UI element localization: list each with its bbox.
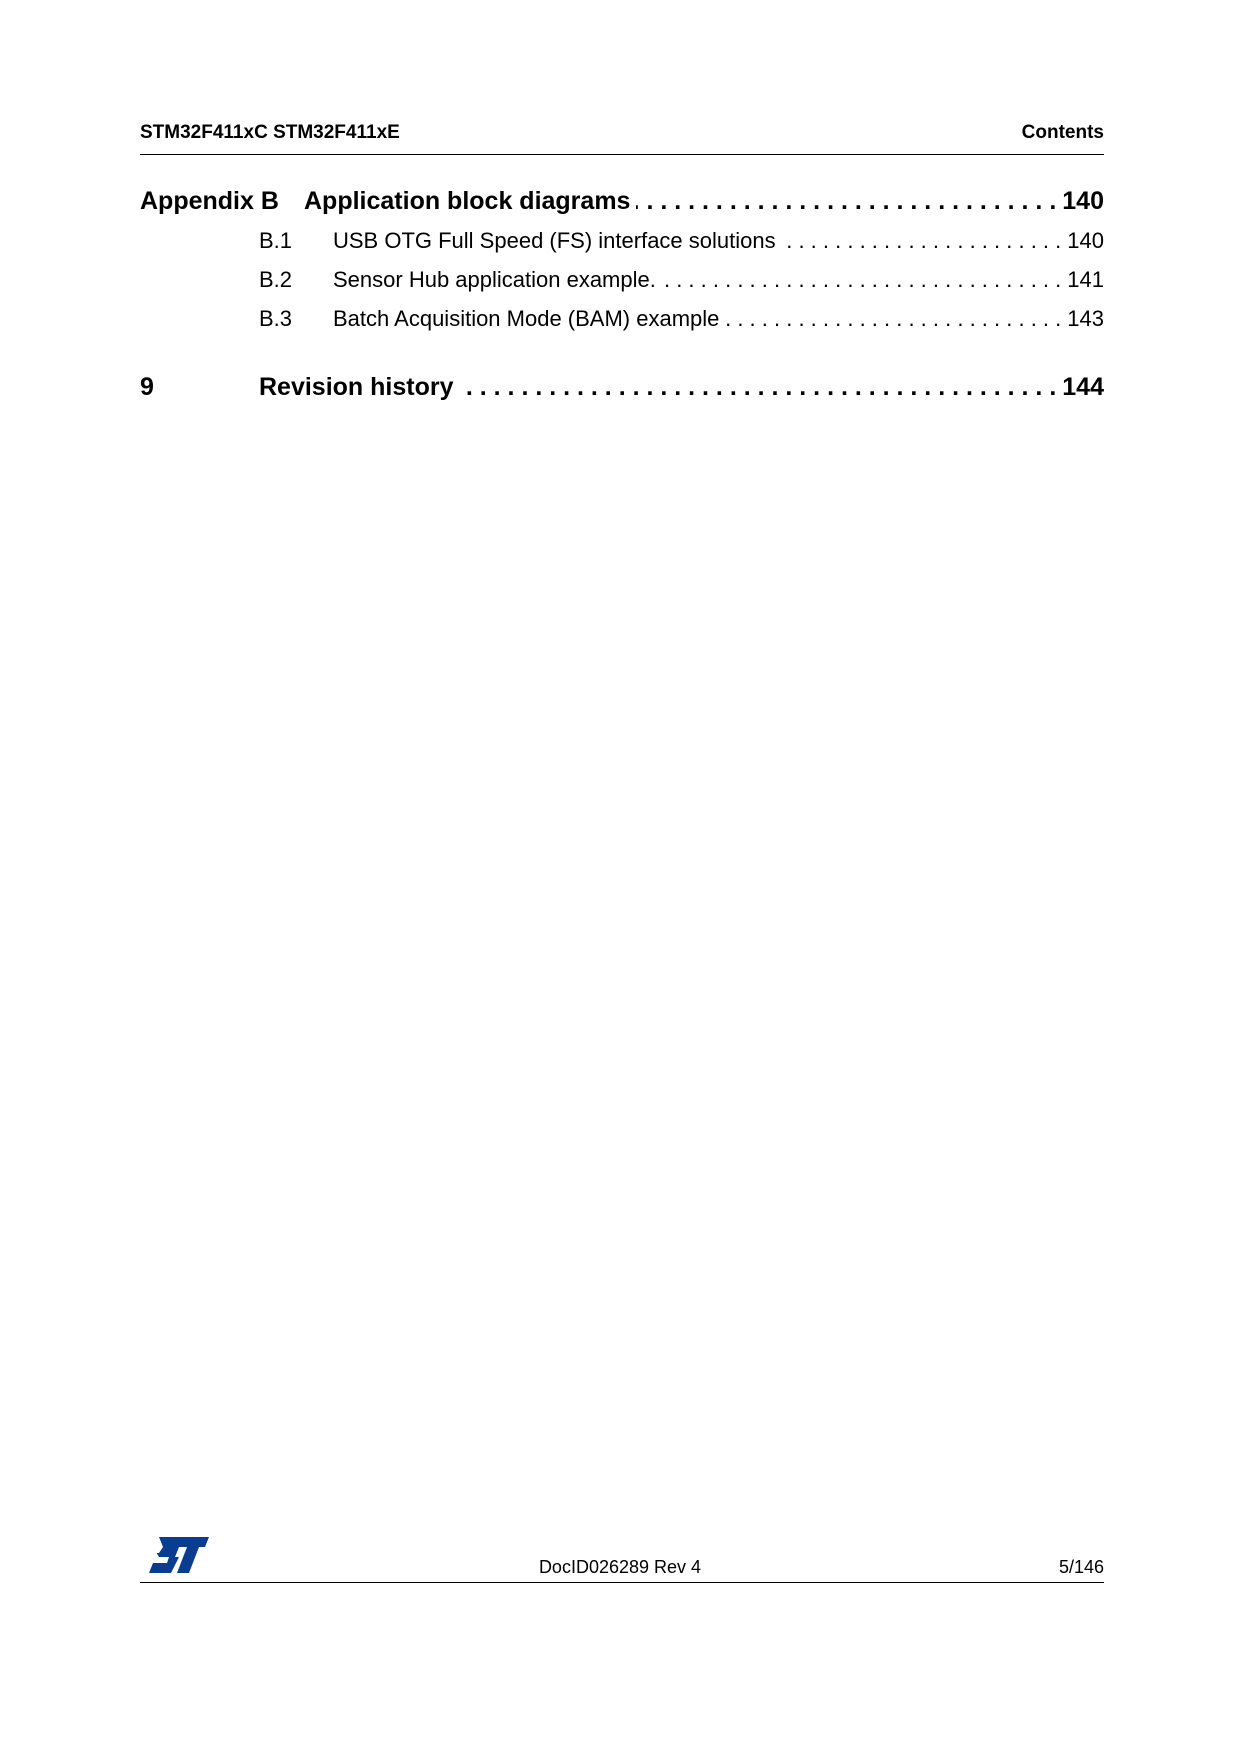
footer-document-id: DocID026289 Rev 4 (538, 1557, 702, 1577)
section-name: Contents (1021, 122, 1104, 143)
toc-leader-dots (636, 186, 1056, 216)
page-header (140, 121, 1104, 145)
toc-leader-dots (782, 227, 1062, 255)
toc-entry-number: Appendix B (140, 187, 279, 215)
toc-entry-b2[interactable] (140, 266, 1104, 294)
toc-leader-dots (725, 305, 1061, 333)
toc-leader-dots (460, 372, 1057, 402)
toc-entry-title: Sensor Hub application example. (333, 267, 656, 292)
toc-entry-number: 9 (140, 373, 154, 401)
header-rule (140, 154, 1104, 155)
document-title: STM32F411xC STM32F411xE (140, 122, 400, 143)
toc-entry-number: B.3 (259, 306, 293, 331)
toc-entry-b1[interactable] (140, 227, 1104, 255)
toc-entry-page: 141 (1067, 267, 1104, 292)
toc-entry-title: Revision history (259, 373, 454, 401)
toc-entry-appendix-b[interactable] (140, 186, 1104, 216)
toc-entry-page: 143 (1067, 306, 1104, 331)
toc-entry-title: Application block diagrams (304, 187, 631, 215)
toc-entry-page: 140 (1062, 187, 1104, 215)
toc-entry-number: B.1 (259, 228, 293, 253)
toc-leader-dots (662, 266, 1061, 294)
toc-entry-title: Batch Acquisition Mode (BAM) example (333, 306, 720, 331)
toc-entry-b3[interactable] (140, 305, 1104, 333)
toc-entry-title: USB OTG Full Speed (FS) interface solutions (333, 228, 776, 253)
toc-entry-number: B.2 (259, 267, 293, 292)
toc-entry-page: 144 (1062, 373, 1104, 401)
footer-page-number: 5/146 (1058, 1557, 1104, 1577)
toc-entry-revision-history[interactable] (140, 372, 1104, 402)
toc-entry-page: 140 (1067, 228, 1104, 253)
footer-rule (140, 1582, 1104, 1583)
